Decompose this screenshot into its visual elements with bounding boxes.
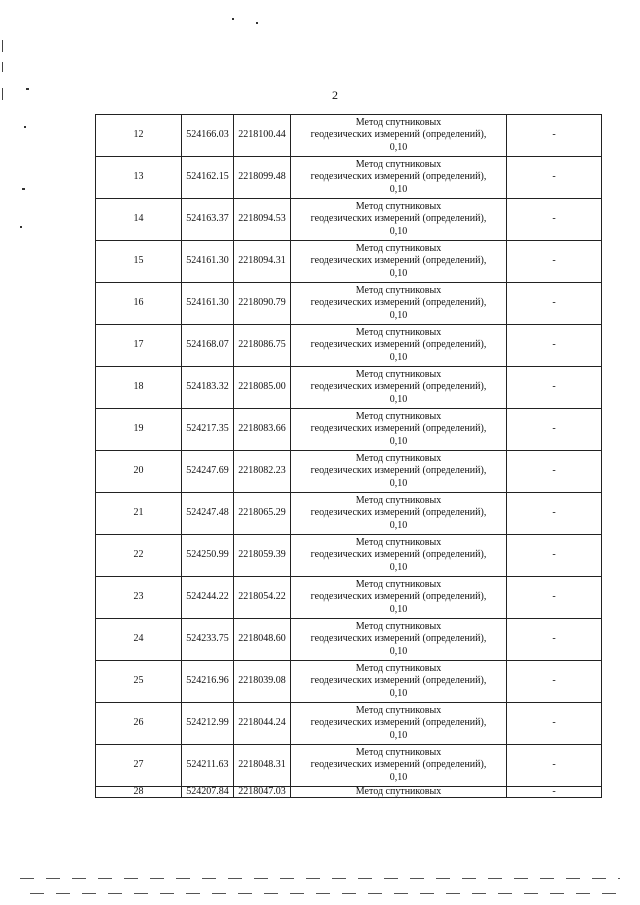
y-coordinate-cell: 2218085.00 (234, 367, 291, 409)
method-line: 0,10 (389, 141, 408, 153)
method-line: Метод спутниковых (355, 326, 442, 338)
y-coordinate-cell: 2218059.39 (234, 535, 291, 577)
method-line: Метод спутниковых (355, 536, 442, 548)
y-coordinate-cell: 2218044.24 (234, 703, 291, 745)
point-number-cell: 19 (96, 409, 182, 451)
method-line: Метод спутниковых (355, 368, 442, 380)
scan-speck (232, 18, 234, 20)
y-coordinate-cell: 2218039.08 (234, 661, 291, 703)
extra-cell: - (507, 661, 602, 703)
method-line: Метод спутниковых (355, 704, 442, 716)
x-coordinate-cell: 524217.35 (182, 409, 234, 451)
table-row (96, 535, 602, 577)
x-coordinate-cell: 524216.96 (182, 661, 234, 703)
scan-edge-mark (2, 88, 3, 100)
method-cell (291, 283, 507, 325)
point-number-cell: 28 (96, 787, 182, 798)
method-line: 0,10 (389, 351, 408, 363)
method-line: Метод спутниковых (355, 410, 442, 422)
y-coordinate-cell: 2218047.03 (234, 787, 291, 798)
method-line: геодезических измерений (определений), (310, 339, 487, 351)
scan-speck (24, 126, 26, 128)
method-line: 0,10 (389, 687, 408, 699)
point-number-cell: 13 (96, 157, 182, 199)
scan-speck (22, 188, 25, 190)
table-row (96, 199, 602, 241)
scan-speck (256, 22, 258, 24)
scan-speck (20, 226, 22, 228)
method-cell (291, 493, 507, 535)
method-line: 0,10 (389, 309, 408, 321)
extra-cell: - (507, 493, 602, 535)
method-line: 0,10 (389, 519, 408, 531)
x-coordinate-cell: 524247.48 (182, 493, 234, 535)
method-line: геодезических измерений (определений), (310, 129, 487, 141)
extra-cell: - (507, 787, 602, 798)
y-coordinate-cell: 2218065.29 (234, 493, 291, 535)
method-line: геодезических измерений (определений), (310, 465, 487, 477)
method-line: Метод спутниковых (355, 746, 442, 758)
x-coordinate-cell: 524211.63 (182, 745, 234, 787)
table-row (96, 115, 602, 157)
point-number-cell: 21 (96, 493, 182, 535)
point-number-cell: 26 (96, 703, 182, 745)
method-line: геодезических измерений (определений), (310, 213, 487, 225)
method-cell: Метод спутниковых (291, 787, 507, 798)
method-cell (291, 703, 507, 745)
method-line: 0,10 (389, 771, 408, 783)
extra-cell: - (507, 199, 602, 241)
table-row (96, 745, 602, 787)
x-coordinate-cell: 524207.84 (182, 787, 234, 798)
method-cell (291, 661, 507, 703)
x-coordinate-cell: 524233.75 (182, 619, 234, 661)
method-cell (291, 577, 507, 619)
table-row (96, 283, 602, 325)
x-coordinate-cell: 524247.69 (182, 451, 234, 493)
method-cell (291, 619, 507, 661)
extra-cell: - (507, 241, 602, 283)
method-line: геодезических измерений (определений), (310, 381, 487, 393)
method-cell (291, 157, 507, 199)
table-row (96, 409, 602, 451)
y-coordinate-cell: 2218090.79 (234, 283, 291, 325)
table-row (96, 157, 602, 199)
table-row (96, 241, 602, 283)
y-coordinate-cell: 2218048.31 (234, 745, 291, 787)
method-line: геодезических измерений (определений), (310, 423, 487, 435)
extra-cell: - (507, 577, 602, 619)
scan-edge-mark (2, 62, 3, 72)
method-cell (291, 535, 507, 577)
x-coordinate-cell: 524250.99 (182, 535, 234, 577)
method-line: Метод спутниковых (355, 284, 442, 296)
x-coordinate-cell: 524163.37 (182, 199, 234, 241)
method-cell (291, 367, 507, 409)
method-line: геодезических измерений (определений), (310, 549, 487, 561)
point-number-cell: 14 (96, 199, 182, 241)
table-row (96, 325, 602, 367)
scan-speck (26, 88, 29, 90)
extra-cell: - (507, 409, 602, 451)
point-number-cell: 17 (96, 325, 182, 367)
method-line: Метод спутниковых (355, 242, 442, 254)
method-line: Метод спутниковых (355, 200, 442, 212)
method-line: Метод спутниковых (355, 452, 442, 464)
method-line: 0,10 (389, 183, 408, 195)
x-coordinate-cell: 524166.03 (182, 115, 234, 157)
table-row (96, 619, 602, 661)
method-line: геодезических измерений (определений), (310, 171, 487, 183)
method-line: геодезических измерений (определений), (310, 717, 487, 729)
table-row (96, 703, 602, 745)
table-row (96, 661, 602, 703)
method-line: 0,10 (389, 477, 408, 489)
method-line: 0,10 (389, 435, 408, 447)
method-line: геодезических измерений (определений), (310, 591, 487, 603)
method-cell (291, 745, 507, 787)
method-line: 0,10 (389, 603, 408, 615)
point-number-cell: 20 (96, 451, 182, 493)
extra-cell: - (507, 283, 602, 325)
point-number-cell: 24 (96, 619, 182, 661)
scan-edge-mark (2, 40, 3, 52)
table-row (96, 493, 602, 535)
extra-cell: - (507, 451, 602, 493)
y-coordinate-cell: 2218094.53 (234, 199, 291, 241)
x-coordinate-cell: 524161.30 (182, 241, 234, 283)
method-line: Метод спутниковых (355, 494, 442, 506)
method-line: геодезических измерений (определений), (310, 255, 487, 267)
table-row (96, 367, 602, 409)
extra-cell: - (507, 745, 602, 787)
point-number-cell: 12 (96, 115, 182, 157)
y-coordinate-cell: 2218054.22 (234, 577, 291, 619)
point-number-cell: 22 (96, 535, 182, 577)
extra-cell: - (507, 535, 602, 577)
x-coordinate-cell: 524168.07 (182, 325, 234, 367)
method-line: Метод спутниковых (355, 620, 442, 632)
x-coordinate-cell: 524183.32 (182, 367, 234, 409)
method-cell (291, 409, 507, 451)
method-cell (291, 115, 507, 157)
method-line: Метод спутниковых (355, 578, 442, 590)
scan-dash-line (20, 878, 620, 879)
method-line: 0,10 (389, 393, 408, 405)
y-coordinate-cell: 2218083.66 (234, 409, 291, 451)
extra-cell: - (507, 367, 602, 409)
point-number-cell: 23 (96, 577, 182, 619)
x-coordinate-cell: 524212.99 (182, 703, 234, 745)
y-coordinate-cell: 2218094.31 (234, 241, 291, 283)
scan-dash-line (30, 893, 620, 894)
coordinates-table (95, 114, 602, 798)
y-coordinate-cell: 2218082.23 (234, 451, 291, 493)
extra-cell: - (507, 619, 602, 661)
method-cell (291, 451, 507, 493)
method-cell (291, 199, 507, 241)
point-number-cell: 15 (96, 241, 182, 283)
method-line: Метод спутниковых (355, 158, 442, 170)
x-coordinate-cell: 524162.15 (182, 157, 234, 199)
extra-cell: - (507, 703, 602, 745)
x-coordinate-cell: 524161.30 (182, 283, 234, 325)
extra-cell: - (507, 115, 602, 157)
extra-cell: - (507, 157, 602, 199)
x-coordinate-cell: 524244.22 (182, 577, 234, 619)
method-line: Метод спутниковых (355, 662, 442, 674)
method-line: 0,10 (389, 645, 408, 657)
extra-cell: - (507, 325, 602, 367)
method-line: геодезических измерений (определений), (310, 759, 487, 771)
method-line: 0,10 (389, 225, 408, 237)
table-row (96, 451, 602, 493)
method-line: геодезических измерений (определений), (310, 633, 487, 645)
method-line: Метод спутниковых (355, 116, 442, 128)
point-number-cell: 27 (96, 745, 182, 787)
method-line: 0,10 (389, 267, 408, 279)
method-cell (291, 325, 507, 367)
y-coordinate-cell: 2218048.60 (234, 619, 291, 661)
point-number-cell: 16 (96, 283, 182, 325)
page-number: 2 (332, 88, 338, 102)
y-coordinate-cell: 2218086.75 (234, 325, 291, 367)
method-line: геодезических измерений (определений), (310, 297, 487, 309)
method-line: 0,10 (389, 561, 408, 573)
point-number-cell: 18 (96, 367, 182, 409)
table-body (96, 115, 602, 798)
method-cell (291, 241, 507, 283)
method-line: геодезических измерений (определений), (310, 675, 487, 687)
method-line: 0,10 (389, 729, 408, 741)
point-number-cell: 25 (96, 661, 182, 703)
y-coordinate-cell: 2218099.48 (234, 157, 291, 199)
y-coordinate-cell: 2218100.44 (234, 115, 291, 157)
table-row (96, 577, 602, 619)
method-line: геодезических измерений (определений), (310, 507, 487, 519)
table-row (96, 787, 602, 798)
